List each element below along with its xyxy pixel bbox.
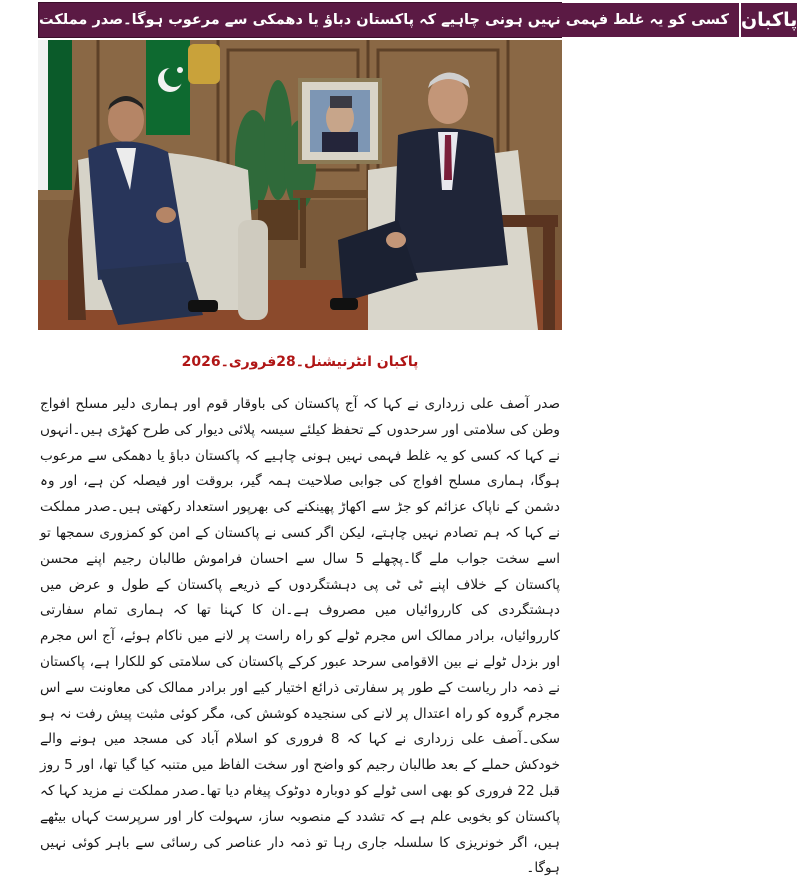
header-bar (38, 2, 797, 38)
article-body: صدر آصف علی زرداری نے کہا کہ آج پاکستان کی باوقار قوم اور ہماری دلیر مسلح افواج وطن کی سلامتی اور سرحدوں کے تحفظ کیلئے سیسہ پلائی دیوار کی طرح کھڑی ہیں۔انہوں نے کہا کہ کسی کو یہ غلط فہمی نہیں ہونی چاہیے کہ پاکستان دباؤ یا دھمکی سے مرعوب ہوگا، ہماری مسلح افواج کی جوابی صلاحیت ہمہ گیر، بروقت اور فیصلہ کن ہے، اور وہ دشمن کے ناپاک عزائم کو جڑ سے اکھاڑ پھینکنے کی بھرپور استعداد رکھتی ہیں۔صدر مملکت نے کہا کہ ہم تصادم نہیں چاہتے، لیکن اگر کسی نے پاکستان کے امن کو کمزوری سمجھا تو اسے سخت جواب ملے گا۔پچھلے 5 سال سے احسان فراموش طالبان رجیم اپنے محسن پاکستان کے خلاف اپنے ٹی ٹی پی دہشتگردوں کے ذریعے پاکستان کے طول و عرض میں دہشتگردی کی کارروائیاں میں مصروف ہے۔ان کا کہنا تھا کہ ہماری تمام سفارتی کارروائیاں، برادر ممالک اس مجرم ٹولے کو راہ راست پر لانے میں ناکام ہوئے، آج اس مجرم اور بزدل ٹولے نے بین الاقوامی سرحد عبور کرکے پاکستان کی سلامتی کو للکارا ہے، پاکستان نے ذمہ دار ریاست کے طور پر سفارتی ذرائع اختیار کیے اور برادر ممالک کی معاونت سے اس مجرم گروہ کو راہ اعتدال پر لانے کی سنجیدہ کوشش کی، مگر کوئی مثبت پیش رفت نہ ہو سکی۔آصف علی زرداری نے کہا کہ 8 فروری کو اسلام آباد کی مسجد میں ہونے والے خودکش حملے کے بعد طالبان رجیم کو واضح اور سخت الفاظ میں متنبہ کیا گیا تھا، اور 5 روز قبل 22 فروری کو بھی اسی ٹولے کو دوبارہ دوٹوک پیغام دیا تھا۔صدر مملکت نے مزید کہا کہ پاکستان کو بخوبی علم ہے کہ تشدد کے منصوبہ ساز، سہولت کار اور سرپرست کہاں بیٹھے ہیں، اگر خونریزی کا سلسلہ جاری رہا تو ذمہ دار عناصر کی رسائی سے باہر کوئی نہیں ہوگا۔ (40, 396, 561, 877)
dateline: پاکبان انٹرنیشنل۔28فروری۔2026 (181, 354, 419, 370)
brand-logo: پاکبان (741, 3, 797, 37)
headline: کسی کو یہ غلط فہمی نہیں ہونی چاہیے کہ پاکستان دباؤ یا دھمکی سے مرعوب ہوگا۔صدر مملکت (39, 3, 741, 37)
news-photo (38, 40, 562, 330)
